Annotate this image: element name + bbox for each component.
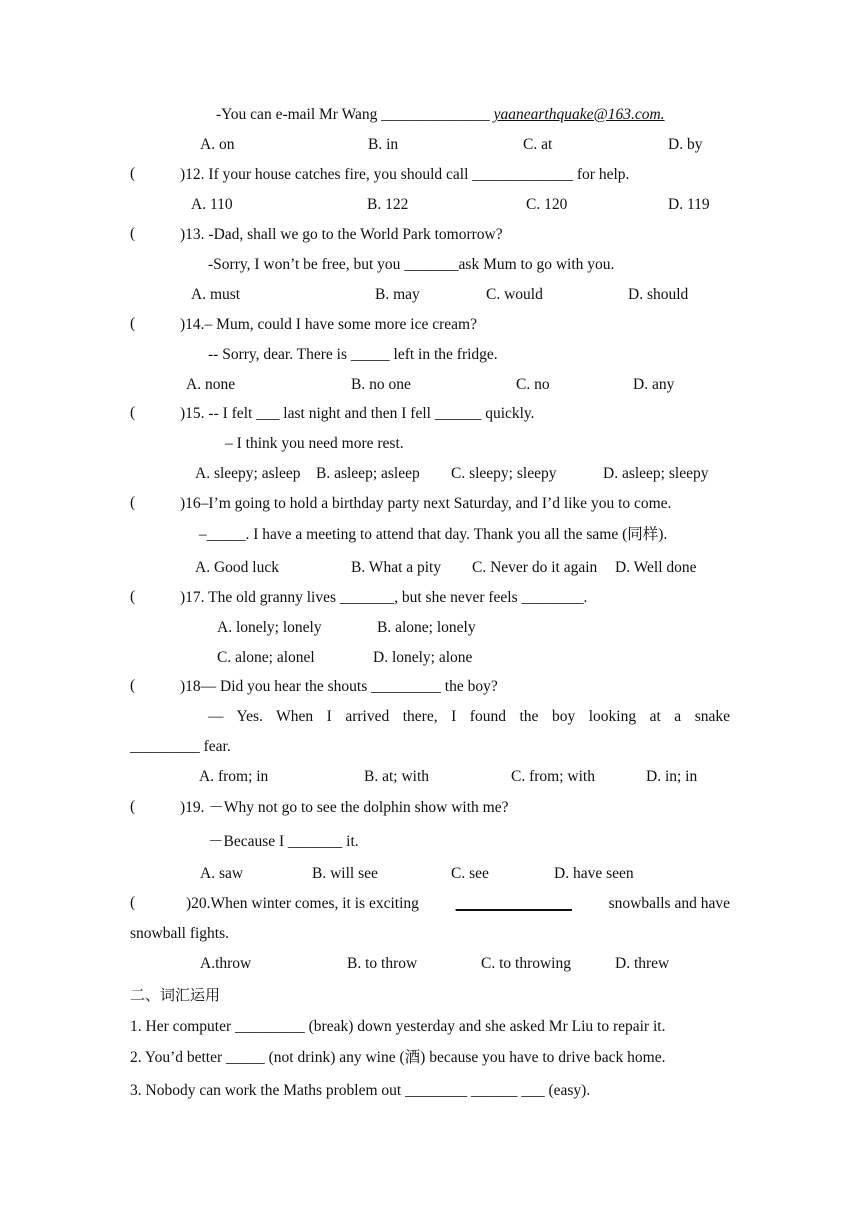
- q16-answer-paren[interactable]: (: [130, 494, 136, 511]
- q19-option-a: A. saw: [200, 865, 244, 882]
- q20-option-a: A.throw: [200, 955, 252, 972]
- q11-email-link[interactable]: yaanearthquake@163.com.: [493, 106, 665, 123]
- q15-question: )15. -- I felt ___ last night and then I fell ______ quickly.: [180, 405, 535, 422]
- q16-reply: –_____. I have a meeting to attend that day. Thank you all the same (同样).: [199, 526, 668, 543]
- q15-option-b: B. asleep; asleep: [316, 465, 420, 482]
- q13-option-a: A. must: [191, 286, 241, 303]
- q16-question: )16–I’m going to hold a birthday party next Saturday, and I’d like you to come.: [180, 495, 672, 512]
- q11-option-d: D. by: [668, 136, 703, 153]
- q17-option-d: D. lonely; alone: [373, 649, 473, 666]
- q19-reply: －Because I _______ it.: [208, 833, 359, 850]
- q14-question: )14.– Mum, could I have some more ice cream?: [180, 316, 477, 333]
- q14-option-a: A. none: [186, 376, 236, 393]
- q15-option-c: C. sleepy; sleepy: [451, 465, 557, 482]
- q19-option-c: C. see: [451, 865, 489, 882]
- q18-option-b: B. at; with: [364, 768, 430, 785]
- q13-reply: -Sorry, I won’t be free, but you _______ask Mum to go with you.: [208, 256, 615, 273]
- q20-question-start: )20.When winter comes, it is exciting: [186, 895, 419, 912]
- q18-option-a: A. from; in: [199, 768, 269, 785]
- q14-option-d: D. any: [633, 376, 675, 393]
- q20-option-b: B. to throw: [347, 955, 418, 972]
- q13-option-c: C. would: [486, 286, 543, 303]
- section-heading: 二、词汇运用: [130, 986, 221, 1004]
- q18-answer-paren[interactable]: (: [130, 677, 136, 694]
- vocab-item-3: 3. Nobody can work the Maths problem out ________ ______ ___ (easy).: [130, 1082, 591, 1099]
- q20-answer-paren[interactable]: (: [130, 894, 136, 911]
- q12-option-b: B. 122: [367, 196, 409, 213]
- vocab-item-1: 1. Her computer _________ (break) down yesterday and she asked Mr Liu to repair it.: [130, 1018, 666, 1035]
- q20-question: [186, 894, 730, 914]
- q13-option-b: B. may: [375, 286, 420, 303]
- q12-option-c: C. 120: [526, 196, 568, 213]
- q19-option-b: B. will see: [312, 865, 378, 882]
- q13-answer-paren[interactable]: (: [130, 225, 136, 242]
- q19-option-d: D. have seen: [554, 865, 634, 882]
- q20-option-c: C. to throwing: [481, 955, 571, 972]
- q12-answer-paren[interactable]: (: [130, 165, 136, 182]
- q14-answer-paren[interactable]: (: [130, 315, 136, 332]
- q17-answer-paren[interactable]: (: [130, 588, 136, 605]
- q17-option-b: B. alone; lonely: [377, 619, 476, 636]
- q14-reply: -- Sorry, dear. There is _____ left in the fridge.: [208, 346, 498, 363]
- q16-option-d: D. Well done: [615, 559, 697, 576]
- q20-blank[interactable]: _______________: [455, 895, 572, 912]
- q12-question: )12. If your house catches fire, you should call _____________ for help.: [180, 166, 630, 183]
- q12-option-a: A. 110: [191, 196, 233, 213]
- q16-option-a: A. Good luck: [195, 559, 279, 576]
- q11-reply-text: -You can e-mail Mr Wang ______________: [216, 106, 490, 123]
- q20-option-d: D. threw: [615, 955, 670, 972]
- q16-option-c: C. Never do it again: [472, 559, 598, 576]
- q18-option-c: C. from; with: [511, 768, 595, 785]
- q12-option-d: D. 119: [668, 196, 710, 213]
- q19-question: )19. －Why not go to see the dolphin show with me?: [180, 799, 509, 816]
- q14-option-b: B. no one: [351, 376, 411, 393]
- vocab-item-2: 2. You’d better _____ (not drink) any wine (酒) because you have to drive back home.: [130, 1049, 666, 1066]
- q19-answer-paren[interactable]: (: [130, 798, 136, 815]
- q11-reply-line: [216, 105, 665, 125]
- q20-question-end: snowballs and have: [608, 895, 730, 912]
- q11-option-a: A. on: [200, 136, 235, 153]
- q17-option-a: A. lonely; lonely: [217, 619, 322, 636]
- q15-option-d: D. asleep; sleepy: [603, 465, 709, 482]
- q15-option-a: A. sleepy; asleep: [195, 465, 301, 482]
- q11-option-c: C. at: [523, 136, 553, 153]
- q17-option-c: C. alone; alonel: [217, 649, 315, 666]
- q18-option-d: D. in; in: [646, 768, 698, 785]
- q13-option-d: D. should: [628, 286, 689, 303]
- q18-reply-continued: _________ fear.: [130, 738, 231, 755]
- q14-option-c: C. no: [516, 376, 550, 393]
- q11-option-b: B. in: [368, 136, 399, 153]
- q15-answer-paren[interactable]: (: [130, 404, 136, 421]
- q13-question: )13. -Dad, shall we go to the World Park tomorrow?: [180, 226, 503, 243]
- q16-option-b: B. What a pity: [351, 559, 442, 576]
- q18-reply: — Yes. When I arrived there, I found the boy looking at a snake: [208, 708, 730, 725]
- q18-question: )18— Did you hear the shouts _________ the boy?: [180, 678, 498, 695]
- q20-question-continued: snowball fights.: [130, 925, 230, 942]
- q15-reply: – I think you need more rest.: [225, 435, 404, 452]
- q17-question: )17. The old granny lives _______, but she never feels ________.: [180, 589, 588, 606]
